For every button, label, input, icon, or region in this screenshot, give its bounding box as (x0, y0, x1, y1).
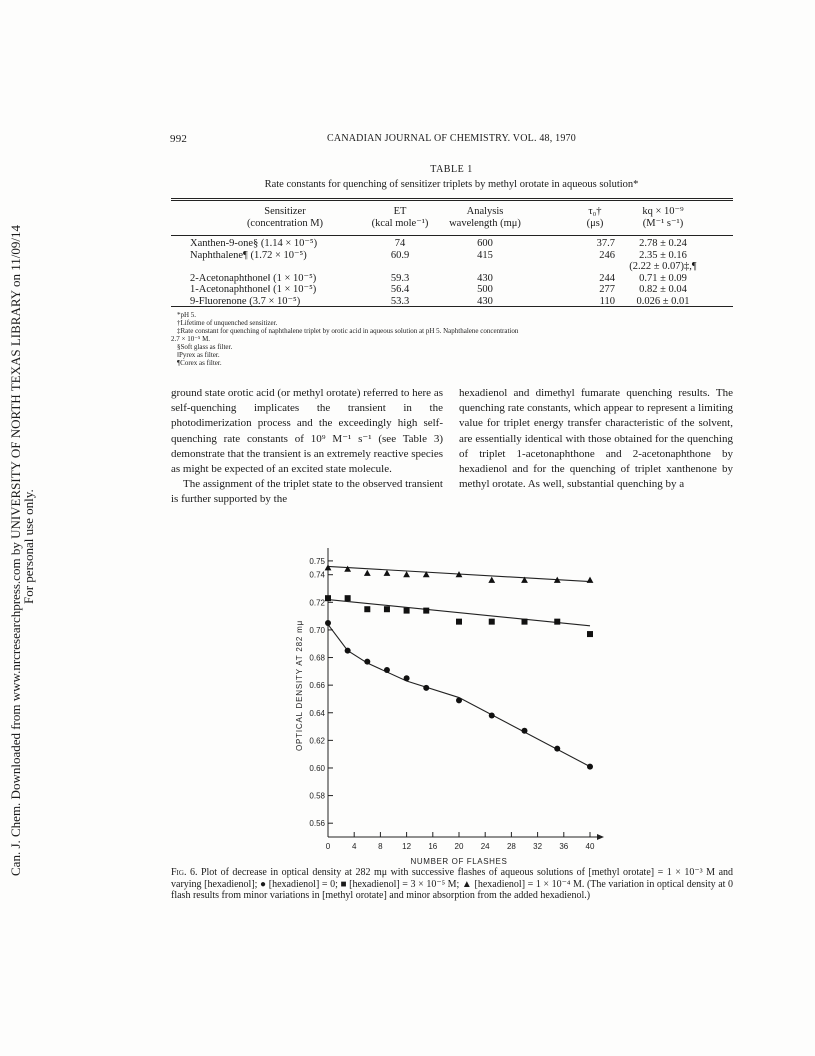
table-cell: 415 (477, 249, 493, 261)
y-tick-label: 0.62 (309, 736, 325, 746)
data-point-square (456, 619, 462, 625)
x-tick-label: 4 (351, 842, 357, 851)
table-cell: 60.9 (390, 249, 410, 261)
x-tick-label: 28 (506, 842, 516, 851)
header-et: ET (393, 206, 407, 217)
table-top-rule-2 (171, 200, 733, 201)
y-tick-label: 0.70 (309, 625, 325, 635)
paragraph: hexadienol and dimethyl fumarate quenching results. The quenching rate constants, which appear to represent a limiting value for triplet energy transfer characteristic of the solvent, are essentially identical with those obtained for the quenching of triplet 1-acetonaphthone and 2-acetonaphthone by hexadienol and for the quenching of triplet xanthenone by methyl orotate. As well, substantial quenching by a (459, 387, 733, 491)
table-row: 2-Acetonaphthone‖ (1 × 10⁻⁵) (190, 272, 317, 284)
page-header (170, 133, 733, 147)
y-tick-label: 0.66 (309, 681, 325, 691)
data-point-triangle (364, 570, 371, 576)
data-point-circle (404, 675, 410, 681)
table-cell (434, 261, 536, 273)
data-point-square (554, 619, 560, 625)
table-cell: 600 (477, 238, 493, 249)
table-cell: 246 (599, 249, 615, 261)
footnote: ‖Pyrex as filter. (177, 351, 220, 359)
figure-caption (171, 867, 733, 902)
column-sensitizer (190, 238, 370, 307)
table-cell: 0.71 ± 0.09 (639, 272, 687, 284)
fit-line-circle (328, 624, 590, 766)
data-point-triangle (325, 564, 332, 570)
x-axis-label: NUMBER OF FLASHES (410, 857, 508, 865)
download-watermark (4, 176, 40, 876)
table-cell: 500 (477, 284, 493, 295)
data-point-circle (325, 620, 331, 626)
header-et-sub: (kcal mole⁻¹) (371, 217, 429, 229)
y-tick-label: 0.56 (309, 819, 325, 829)
y-tick-label: 0.74 (309, 570, 325, 580)
optical-density-chart (290, 540, 610, 865)
footnote: §Soft glass as filter. (177, 343, 233, 351)
x-tick-label: 36 (559, 842, 569, 851)
table-caption: Rate constants for quenching of sensitizer triplets by methyl orotate in aqueous solution* (264, 179, 639, 190)
table-cell: (2.22 ± 0.07)‡,¶ (629, 261, 697, 272)
column-kq (614, 238, 712, 307)
table-cell: 74 (394, 238, 406, 249)
data-point-circle (384, 667, 390, 673)
data-point-square (423, 608, 429, 614)
data-point-square (384, 606, 390, 612)
data-point-triangle (587, 577, 594, 583)
footnote: ‡Rate constant for quenching of naphthalene triplet by orotic acid in aqueous solution at pH 5. Naphthalene concentration (177, 327, 519, 335)
header-kq: kq × 10⁻⁹ (642, 206, 684, 217)
figure-label: Fig. 6. (171, 867, 198, 878)
table-row: 1-Acetonaphthone‖ (1 × 10⁻⁵) (190, 284, 317, 295)
table-cell: 430 (477, 295, 493, 307)
table-title: TABLE 1 (430, 164, 473, 175)
table-row: Naphthalene¶ (1.72 × 10⁻⁵) (190, 249, 307, 261)
data-point-triangle (384, 570, 391, 576)
data-point-square (587, 631, 593, 637)
y-tick-label: 0.72 (309, 598, 325, 608)
header-sensitizer-sub: (concentration M) (246, 217, 324, 229)
x-tick-label: 24 (480, 842, 490, 851)
col-header-kq (614, 206, 712, 229)
table-cell: 0.82 ± 0.04 (639, 284, 687, 295)
table-row: Xanthen-9-one§ (1.14 × 10⁻⁵) (190, 238, 318, 249)
data-point-square (404, 608, 410, 614)
paragraph: The assignment of the triplet state to the observed transient is further supported by the (171, 478, 443, 506)
table-cell: 2.35 ± 0.16 (639, 249, 687, 261)
table-header-rule (171, 235, 733, 236)
x-axis-arrow (597, 834, 604, 840)
column-tau (575, 238, 615, 307)
table-footnotes (171, 311, 731, 367)
data-point-triangle (344, 566, 351, 572)
y-tick-label: 0.58 (309, 791, 325, 801)
data-point-circle (489, 713, 495, 719)
data-point-square (364, 606, 370, 612)
col-header-et (370, 206, 430, 229)
x-tick-label: 0 (325, 842, 331, 851)
footnote: †Lifetime of unquenched sensitizer. (177, 319, 278, 327)
table-cell: 56.4 (390, 284, 410, 295)
paragraph: ground state orotic acid (or methyl orotate) referred to here as self-quenching implicates the transient in the photodimerization process and the exceedingly high self-quenching rate constants of 10⁹ M⁻¹ s⁻¹ (see Table 3) demonstrate that the transient is an extremely reactive species as might be expected of an excited state molecule. (171, 387, 443, 476)
table-cell: 2.78 ± 0.24 (639, 238, 687, 249)
data-point-circle (345, 648, 351, 654)
col-header-tau (575, 206, 615, 229)
x-tick-label: 32 (533, 842, 543, 851)
body-column-left (171, 386, 443, 508)
column-analysis (434, 238, 536, 307)
x-tick-label: 16 (428, 842, 438, 851)
running-title: CANADIAN JOURNAL OF CHEMISTRY. VOL. 48, 1970 (327, 133, 576, 144)
watermark-line-1: Can. J. Chem. Downloaded from www.nrcresearchpress.com by UNIVERSITY OF NORTH TEXAS LIBRARY on 11/09/14 (8, 225, 23, 876)
y-tick-label: 0.75 (309, 556, 325, 566)
footnote: ¶Corex as filter. (177, 359, 222, 367)
data-point-circle (364, 659, 370, 665)
data-point-circle (587, 764, 593, 770)
data-point-triangle (488, 577, 495, 583)
table-row (190, 261, 370, 273)
table-cell (575, 261, 615, 273)
column-et (370, 238, 430, 307)
y-axis-label: OPTICAL DENSITY AT 282 mμ (295, 619, 304, 752)
table-cell: 37.7 (596, 238, 615, 249)
data-point-circle (456, 697, 462, 703)
data-point-square (489, 619, 495, 625)
table-cell: 110 (599, 295, 615, 307)
footnote: *pH 5. (177, 311, 197, 319)
body-column-right (459, 386, 733, 492)
data-point-circle (423, 685, 429, 691)
table-cell: 277 (599, 284, 615, 295)
header-analysis-sub: wavelength (mμ) (449, 217, 521, 229)
footnote: 2.7 × 10⁻⁵ M. (171, 335, 211, 343)
y-tick-label: 0.60 (309, 763, 325, 773)
table-cell: 59.3 (390, 272, 410, 284)
table-row: 9-Fluorenone (3.7 × 10⁻⁵) (190, 295, 301, 307)
data-point-circle (554, 746, 560, 752)
data-point-square (522, 619, 528, 625)
table-cell: 244 (599, 272, 615, 284)
watermark-line-2: For personal use only. (21, 489, 36, 604)
header-tau: τ₀† (588, 206, 602, 217)
table-top-rule (171, 198, 733, 199)
col-header-analysis (434, 206, 536, 229)
data-point-square (345, 595, 351, 601)
table-cell: 0.026 ± 0.01 (636, 295, 690, 307)
data-point-square (325, 595, 331, 601)
x-tick-label: 20 (454, 842, 464, 851)
y-tick-label: 0.64 (309, 708, 325, 718)
table-cell: 53.3 (390, 295, 410, 307)
x-tick-label: 40 (585, 842, 595, 851)
page-number: 992 (170, 133, 188, 145)
x-tick-label: 12 (402, 842, 412, 851)
table-cell: 430 (477, 272, 493, 284)
data-point-circle (522, 728, 528, 734)
x-tick-label: 8 (378, 842, 383, 851)
col-header-sensitizer (170, 206, 400, 229)
header-tau-sub: (μs) (586, 217, 604, 229)
figure-caption-text: Plot of decrease in optical density at 282 mμ with successive flashes of aqueous solutions of [methyl orotate] = 1 × 10⁻³ M and varying [hexadienol]; ● [hexadienol] = 0; ■ [hexadienol] = 3 × 10⁻⁵ M; ▲ [hexadienol] = 1 × 10⁻⁴ M. (The variation in optical density at 0 flash results from minor variations in [methyl orotate] and minor absorption from the added hexadienol.) (171, 867, 734, 901)
y-tick-label: 0.68 (309, 653, 325, 663)
header-analysis: Analysis (466, 206, 504, 217)
header-kq-sub: (M⁻¹ s⁻¹) (642, 217, 684, 229)
data-point-triangle (403, 571, 410, 577)
table-cell (370, 261, 430, 273)
header-sensitizer: Sensitizer (264, 206, 306, 217)
